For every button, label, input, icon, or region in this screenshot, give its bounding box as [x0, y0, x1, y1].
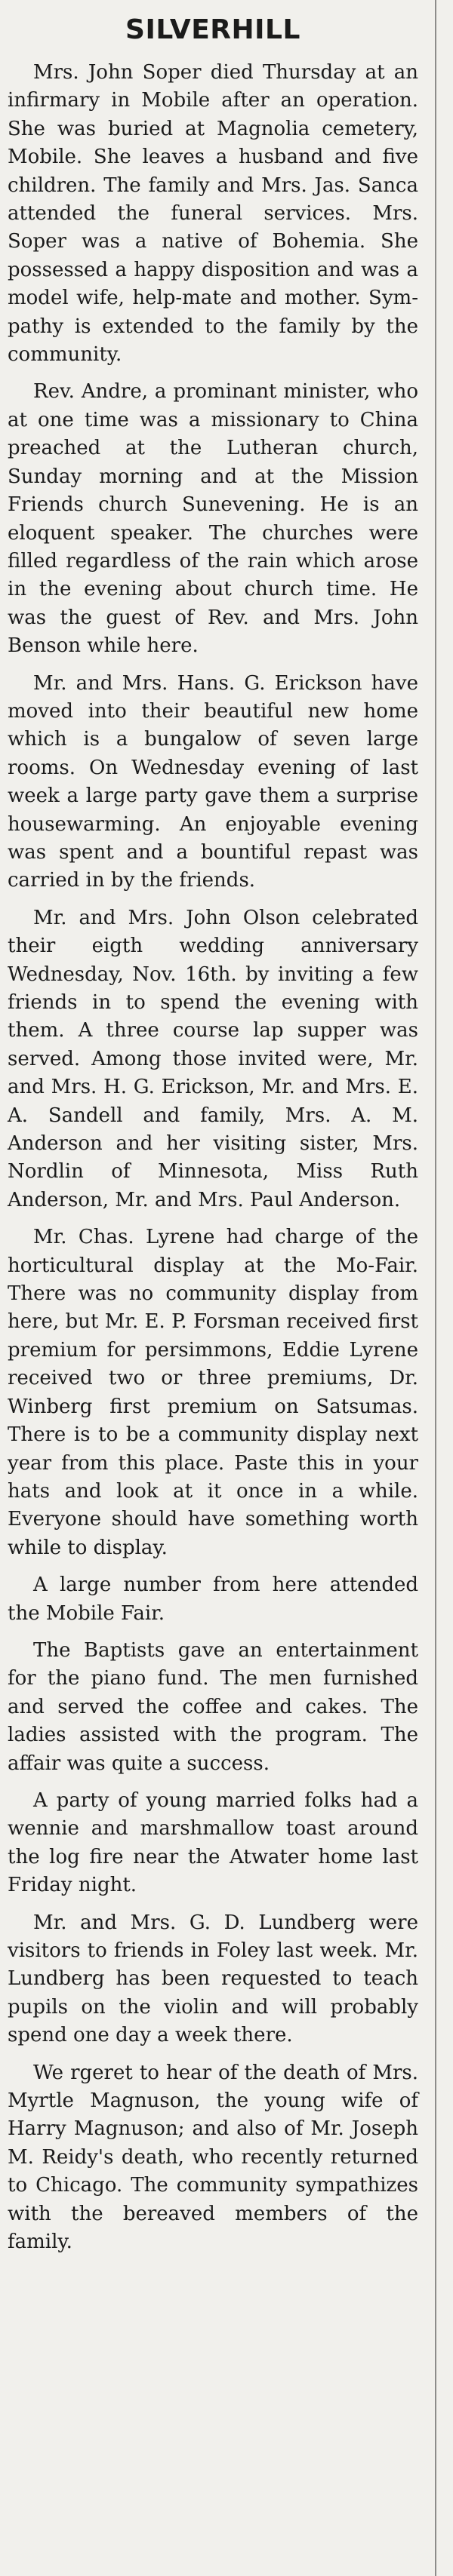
news-item-baptist-entertainment: The Baptists gave an entertainment for the piano fund. The men furnished and served the coffee and cakes. The ladies assisted with the program. The affair was quite a success.	[8, 1638, 418, 1775]
news-item-rev-andre: Rev. Andre, a prominant minister, who at one time was a missionary to China preached at the Lutheran church, Sunday morning and at the Mission Friends church Sunevening. He is an eloquent speaker. The churches were filled regardless of the rain which arose in the evening about church time. He was the guest of Rev. and Mrs. John Benson while here.	[8, 380, 418, 658]
news-item-lundberg-visit: Mr. and Mrs. G. D. Lundberg were visitors to friends in Foley last week. Mr. Lundberg has been requested to teach pupils on the violin and will probably spend one day a week there.	[8, 1911, 418, 2047]
column-rule	[435, 0, 436, 2576]
news-item-soper-death: Mrs. John Soper died Thursday at an infirmary in Mobile after an operation. She was buried at Magnolia cemetery, Mobile. She leaves a husband and five children. The family and Mrs. Jas. Sanca attended the funeral services. Mrs. Soper was a native of Bohemia. She possessed a happy disposition and was a model wife, help-mate and mother. Sympathy is extended to the family by the community.	[8, 61, 418, 367]
news-item-erickson-home: Mr. and Mrs. Hans. G. Erickson have moved into their beautiful new home which is a bungalow of seven large rooms. On Wednesday evening of last week a large party gave them a surprise housewarming. An enjoyable evening was spent and a bountiful repast was carried in by the friends.	[8, 671, 418, 892]
news-item-mobile-fair: A large number from here attended the Mobile Fair.	[8, 1574, 418, 1625]
column-headline: SILVERHILL	[125, 14, 300, 45]
news-item-obituaries: We rgeret to hear of the death of Mrs. Myrtle Magnuson, the young wife of Harry Magnuson; and also of Mr. Joseph M. Reidy's death, who recently returned to Chicago. The community sympathizes with the bereaved members of the family.	[8, 2061, 418, 2254]
news-item-horticultural-display: Mr. Chas. Lyrene had charge of the horticultural display at the Mo-Fair. There was no community display from here, but Mr. E. P. Forsman received first premium for persimmons, Eddie Lyrene received two or three premiums, Dr. Winberg first premium on Satsumas. There is to be a community display next year from this place. Paste this in your hats and look at it once in a while. Everyone should have something worth while to display.	[8, 1226, 418, 1559]
news-item-wennie-roast: A party of young married folks had a wennie and marshmallow toast around the log fire near the Atwater home last Friday night.	[8, 1788, 418, 1897]
news-item-olson-anniversary: Mr. and Mrs. John Olson celebrated their eigth wedding anniversary Wednesday, Nov. 16th. by inviting a few friends in to spend the evening with them. A three course lap supper was served. Among those invited were, Mr. and Mrs. H. G. Erickson, Mr. and Mrs. E. A. Sandell and family, Mrs. A. M. Anderson and her visiting sister, Mrs. Nordlin of Minnesota, Miss Ruth Anderson, Mr. and Mrs. Paul Anderson.	[8, 906, 418, 1211]
